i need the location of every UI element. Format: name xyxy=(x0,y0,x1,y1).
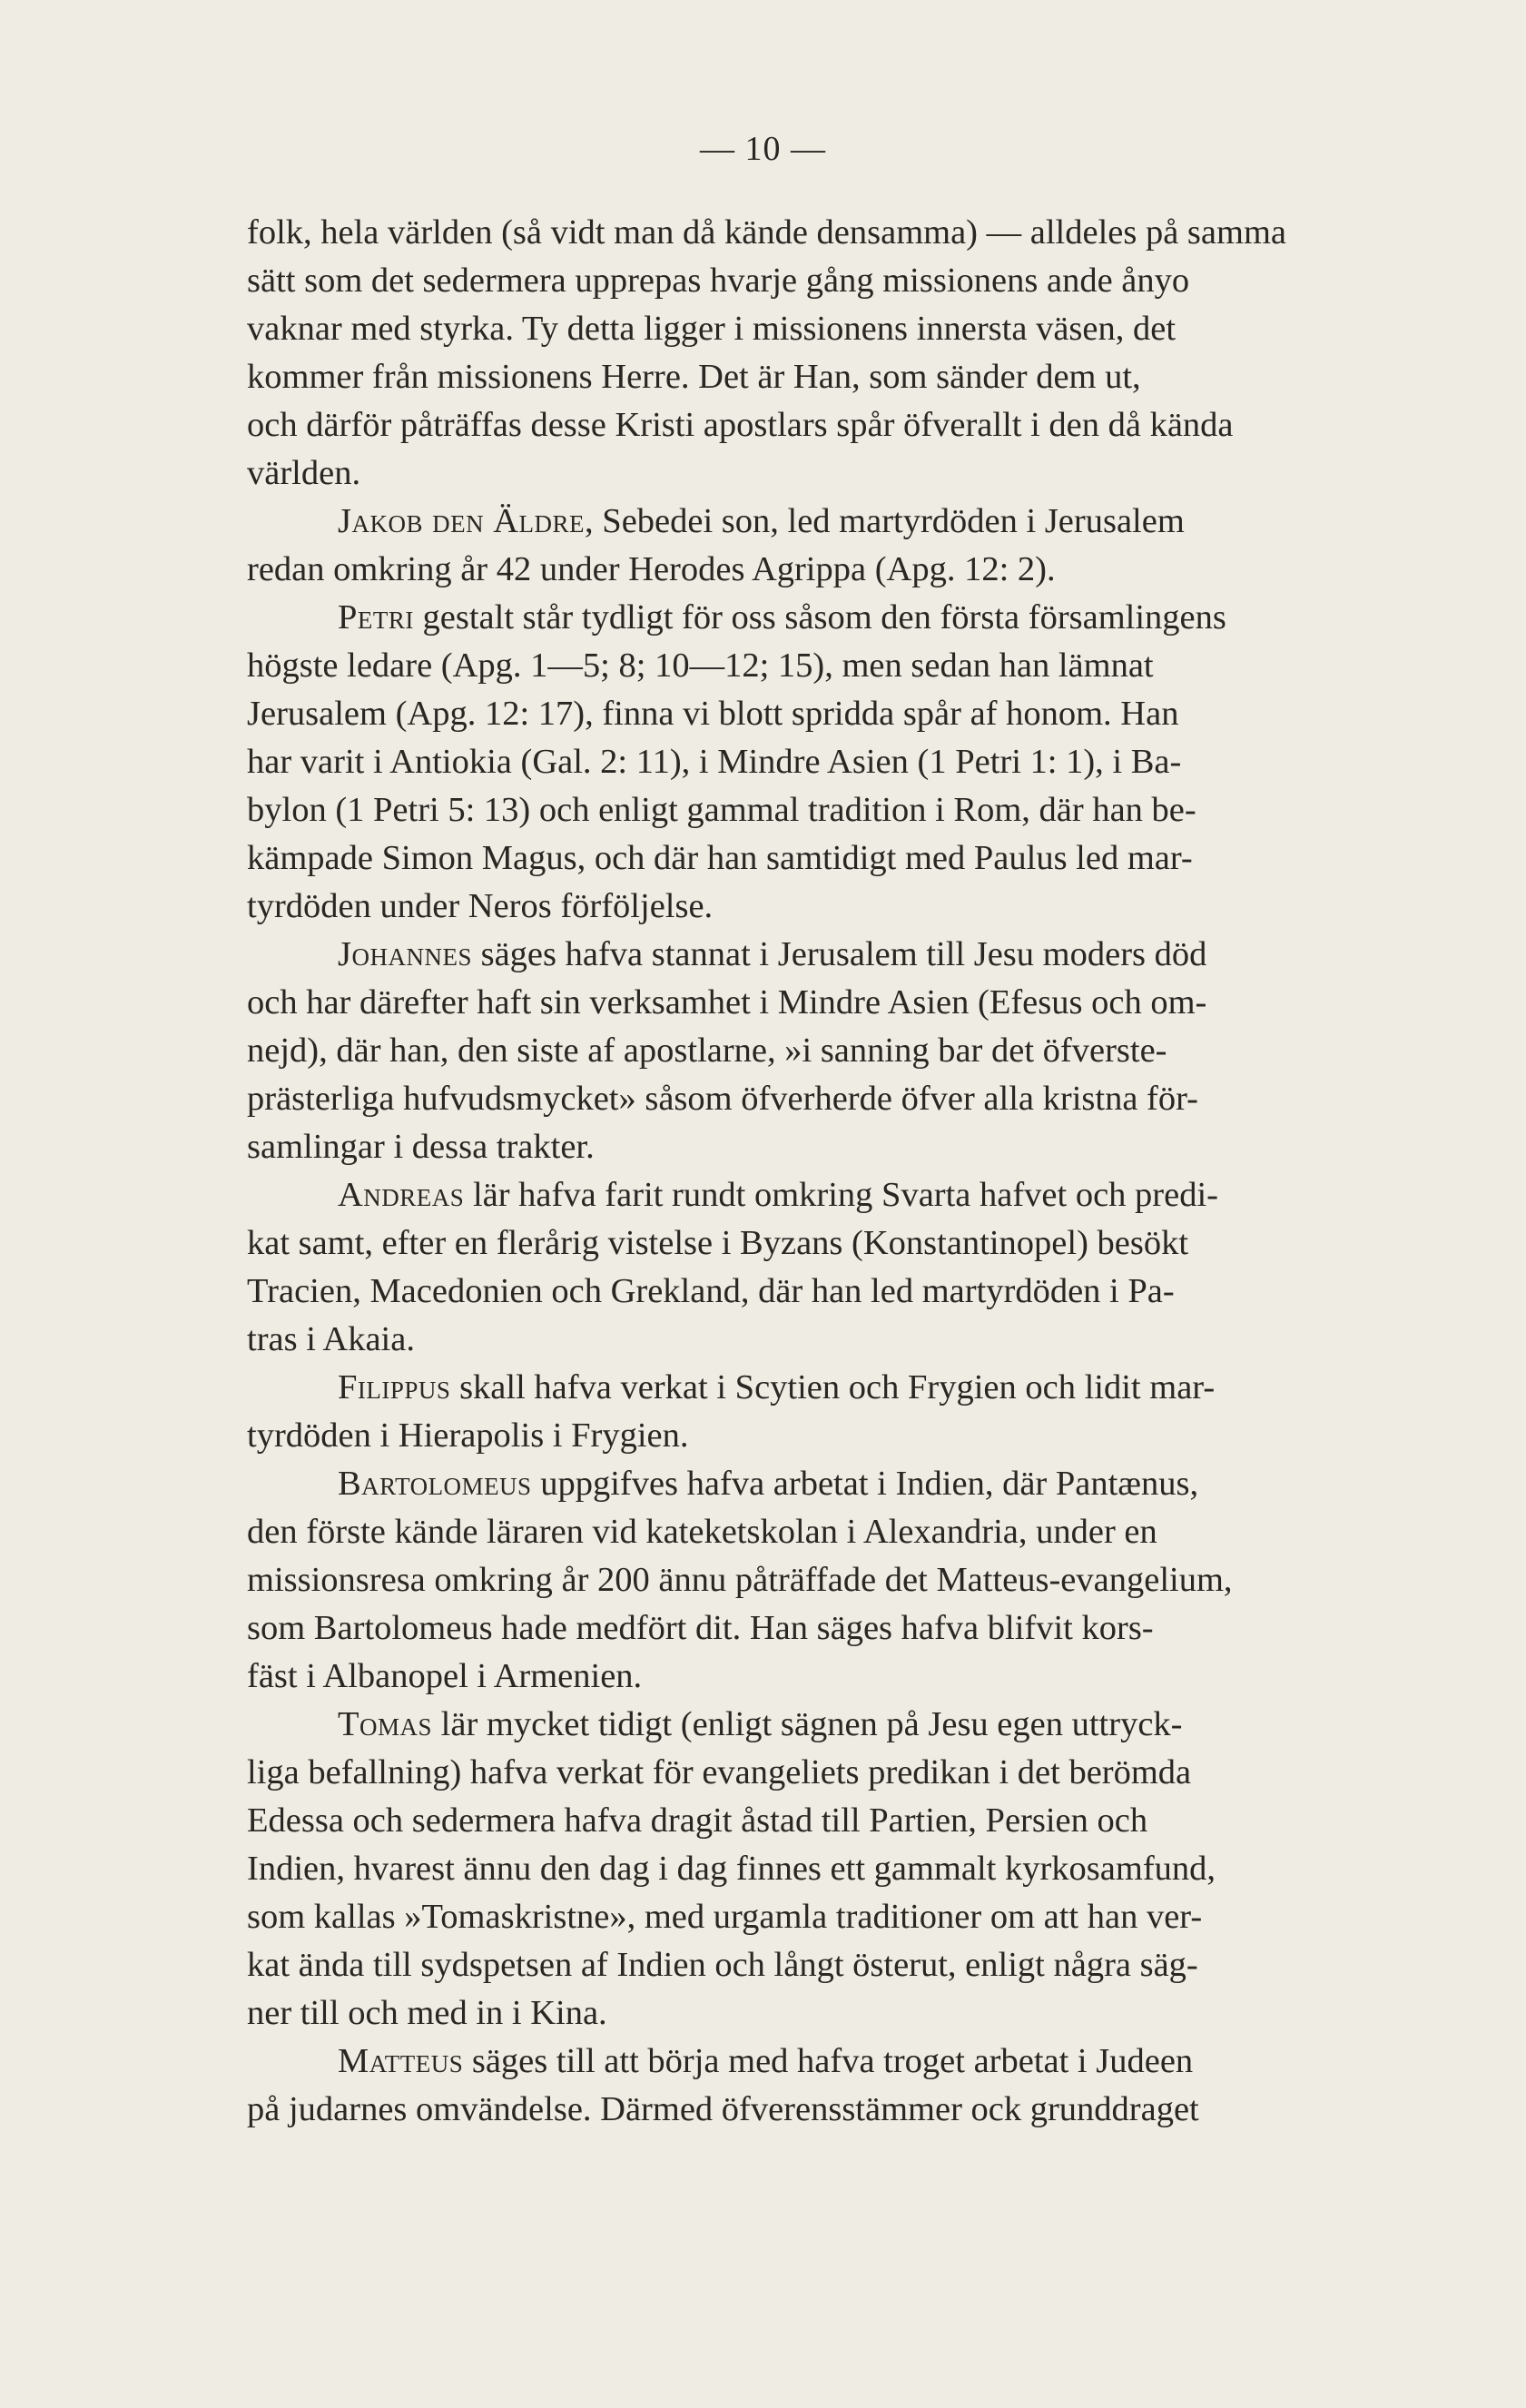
line-text: Indien, hvarest ännu den dag i dag finnes ett gammalt kyrkosamfund, xyxy=(247,1850,1216,1888)
line-text: och därför påträffas desse Kristi apostlars spår öfverallt i den då kända xyxy=(247,406,1234,444)
line-text: som Bartolomeus hade medfört dit. Han säges hafva blifvit kors- xyxy=(247,1609,1154,1647)
text-line xyxy=(247,1364,1434,1412)
line-text: den förste kände läraren vid kateketskolan i Alexandria, under en xyxy=(247,1513,1157,1551)
text-line xyxy=(247,2086,1434,2134)
line-text: folk, hela världen (så vidt man då kände densamma) — alldeles på samma xyxy=(247,213,1286,252)
apostle-name: Jakob den Äldre xyxy=(338,502,586,540)
apostle-name: Petri xyxy=(338,598,414,637)
line-text: tyrdöden i Hierapolis i Frygien. xyxy=(247,1416,689,1455)
line-text: kämpade Simon Magus, och där han samtidigt med Paulus led mar- xyxy=(247,839,1193,877)
text-line xyxy=(247,1075,1434,1123)
text-line xyxy=(247,690,1434,738)
line-text: prästerliga hufvudsmycket» såsom öfverherde öfver alla kristna för- xyxy=(247,1080,1198,1118)
line-text: Edessa och sedermera hafva dragit åstad till Partien, Persien och xyxy=(247,1801,1148,1840)
line-text: bylon (1 Petri 5: 13) och enligt gammal tradition i Rom, där han be- xyxy=(247,791,1196,829)
line-text: , Sebedei son, led martyrdöden i Jerusalem xyxy=(585,502,1185,540)
line-text: kommer från missionens Herre. Det är Han, som sänder dem ut, xyxy=(247,358,1141,396)
line-text: kat ända till sydspetsen af Indien och långt österut, enligt några säg- xyxy=(247,1946,1198,1984)
text-line xyxy=(247,1268,1434,1316)
line-text: liga befallning) hafva verkat för evangeliets predikan i det berömda xyxy=(247,1753,1192,1791)
text-line xyxy=(247,1460,1434,1508)
line-text: redan omkring år 42 under Herodes Agrippa (Apg. 12: 2). xyxy=(247,550,1056,588)
line-text: säges till att börja med hafva troget arbetat i Judeen xyxy=(463,2042,1194,2080)
text-line xyxy=(247,1989,1434,2038)
text-line xyxy=(247,738,1434,786)
text-line xyxy=(247,546,1434,594)
text-line xyxy=(247,1123,1434,1171)
line-text: ner till och med in i Kina. xyxy=(247,1994,607,2032)
apostle-name: Filippus xyxy=(338,1368,451,1406)
line-text: tras i Akaia. xyxy=(247,1320,415,1358)
text-line xyxy=(247,834,1434,883)
line-text: gestalt står tydligt för oss såsom den första församlingens xyxy=(413,598,1226,637)
line-text: säges hafva stannat i Jerusalem till Jesu moders död xyxy=(471,935,1207,973)
line-text: lär mycket tidigt (enligt sägnen på Jesu egen uttryck- xyxy=(432,1705,1183,1743)
text-line xyxy=(247,2038,1434,2086)
text-line xyxy=(247,1219,1434,1268)
line-text: på judarnes omvändelse. Därmed öfverensstämmer ock grunddraget xyxy=(247,2090,1199,2128)
text-line xyxy=(247,883,1434,931)
text-line xyxy=(247,786,1434,834)
apostle-name: Andreas xyxy=(338,1176,465,1214)
text-line xyxy=(247,642,1434,690)
text-body xyxy=(247,209,1434,2134)
line-text: nejd), där han, den siste af apostlarne, »i sanning bar det öfverste- xyxy=(247,1031,1167,1070)
text-line xyxy=(247,979,1434,1027)
line-text: Tracien, Macedonien och Grekland, där han led martyrdöden i Pa- xyxy=(247,1272,1175,1310)
apostle-name: Matteus xyxy=(338,2042,464,2080)
text-line xyxy=(247,1556,1434,1604)
text-line xyxy=(247,594,1434,642)
text-line xyxy=(247,1508,1434,1556)
line-text: och har därefter haft sin verksamhet i Mindre Asien (Efesus och om- xyxy=(247,983,1207,1021)
apostle-name: Tomas xyxy=(338,1705,433,1743)
text-line xyxy=(247,1316,1434,1364)
text-line xyxy=(247,1845,1434,1893)
line-text: samlingar i dessa trakter. xyxy=(247,1128,595,1166)
line-text: tyrdöden under Neros förföljelse. xyxy=(247,887,714,925)
text-line xyxy=(247,1941,1434,1989)
text-line xyxy=(247,1893,1434,1941)
text-line xyxy=(247,401,1434,449)
line-text: fäst i Albanopel i Armenien. xyxy=(247,1657,643,1695)
text-line xyxy=(247,1412,1434,1460)
text-line xyxy=(247,305,1434,353)
line-text: sätt som det sedermera upprepas hvarje gång missionens ande ånyo xyxy=(247,262,1190,300)
apostle-name: Bartolomeus xyxy=(338,1465,532,1503)
page-number: — 10 — xyxy=(700,130,826,168)
text-line xyxy=(247,1027,1434,1075)
text-line xyxy=(247,498,1434,546)
text-line xyxy=(247,1653,1434,1701)
line-text: Jerusalem (Apg. 12: 17), finna vi blott spridda spår af honom. Han xyxy=(247,695,1179,733)
text-line xyxy=(247,1797,1434,1845)
line-text: vaknar med styrka. Ty detta ligger i missionens innersta väsen, det xyxy=(247,310,1176,348)
text-line xyxy=(247,1749,1434,1797)
line-text: högste ledare (Apg. 1—5; 8; 10—12; 15), men sedan han lämnat xyxy=(247,646,1154,685)
text-line xyxy=(247,1701,1434,1749)
text-line xyxy=(247,353,1434,401)
line-text: missionsresa omkring år 200 ännu påträffade det Matteus-evangelium, xyxy=(247,1561,1233,1599)
line-text: lär hafva farit rundt omkring Svarta hafvet och predi- xyxy=(464,1176,1218,1214)
line-text: har varit i Antiokia (Gal. 2: 11), i Mindre Asien (1 Petri 1: 1), i Ba- xyxy=(247,743,1182,781)
text-line xyxy=(247,1171,1434,1219)
text-line xyxy=(247,449,1434,498)
line-text: som kallas »Tomaskristne», med urgamla traditioner om att han ver- xyxy=(247,1898,1203,1936)
line-text: kat samt, efter en flerårig vistelse i Byzans (Konstantinopel) besökt xyxy=(247,1224,1189,1262)
line-text: världen. xyxy=(247,454,361,492)
text-line xyxy=(247,257,1434,305)
text-line xyxy=(247,931,1434,979)
apostle-name: Johannes xyxy=(338,935,472,973)
line-text: skall hafva verkat i Scytien och Frygien och lidit mar- xyxy=(450,1368,1216,1406)
line-text: uppgifves hafva arbetat i Indien, där Pantænus, xyxy=(531,1465,1199,1503)
text-line xyxy=(247,209,1434,257)
text-line xyxy=(247,1604,1434,1653)
